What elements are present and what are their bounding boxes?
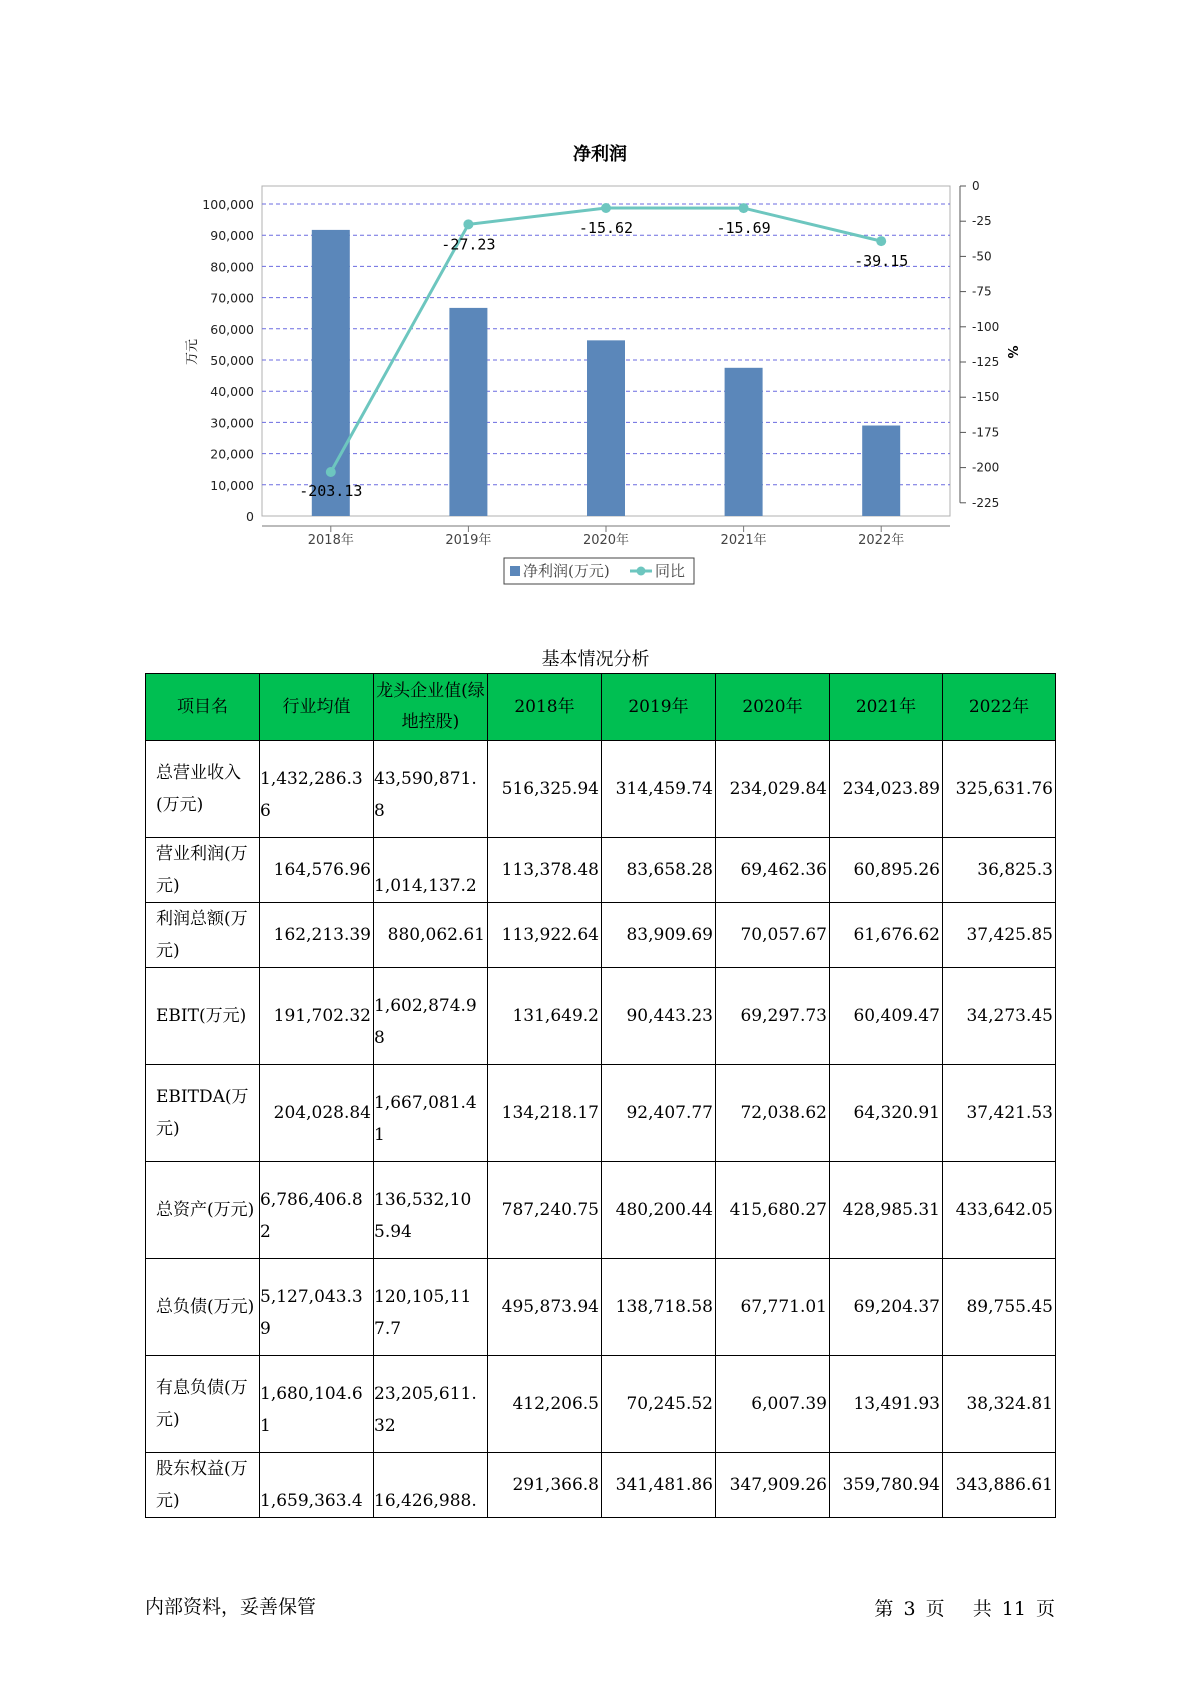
table-cell: 412,206.5: [488, 1356, 602, 1453]
table-cell: 13,491.93: [830, 1356, 943, 1453]
table-cell: 37,425.85: [943, 903, 1056, 968]
table-cell: 516,325.94: [488, 741, 602, 838]
yoy-point: [876, 236, 886, 246]
table-cell: 16,426,988.: [374, 1453, 488, 1518]
table-cell: 67,771.01: [716, 1259, 830, 1356]
table-row: [146, 1162, 1056, 1259]
yoy-point: [326, 467, 336, 477]
left-axis: [202, 197, 254, 524]
table-cell: 347,909.26: [716, 1453, 830, 1518]
table-cell: 5,127,043.39: [260, 1259, 374, 1356]
table-cell: 120,105,117.7: [374, 1259, 488, 1356]
table-cell: 1,667,081.41: [374, 1065, 488, 1162]
x-tick-label: 2019年: [445, 533, 492, 548]
y2-tick-label: -150: [972, 390, 1000, 405]
table-cell: 480,200.44: [602, 1162, 716, 1259]
table-cell: 134,218.17: [488, 1065, 602, 1162]
table-cell: 89,755.45: [943, 1259, 1056, 1356]
table-cell: 359,780.94: [830, 1453, 943, 1518]
table-cell: 1,432,286.36: [260, 741, 374, 838]
table-row: [146, 741, 1056, 838]
yoy-data-label: -27.23: [441, 235, 496, 254]
table-cell: 83,909.69: [602, 903, 716, 968]
table-cell: 314,459.74: [602, 741, 716, 838]
row-label: EBIT(万元): [146, 968, 260, 1065]
row-label: 有息负债(万元): [146, 1356, 260, 1453]
y2-tick-label: -75: [972, 284, 992, 299]
table-cell: 1,602,874.98: [374, 968, 488, 1065]
page-unit: 页: [925, 1598, 945, 1620]
table-row: [146, 1453, 1056, 1518]
table-cell: 72,038.62: [716, 1065, 830, 1162]
table-cell: 1,014,137.2: [374, 838, 488, 903]
table-cell: 60,409.47: [830, 968, 943, 1065]
table-cell: 34,273.45: [943, 968, 1056, 1065]
footer-confidential-note: 内部资料，妥善保管: [145, 1596, 317, 1618]
table-row: [146, 968, 1056, 1065]
page-total: 11: [1001, 1598, 1026, 1620]
right-axis: [960, 179, 999, 510]
header-year-2021: 2021年: [830, 674, 943, 741]
yoy-data-label: -203.13: [299, 482, 363, 501]
row-label: 股东权益(万元): [146, 1453, 260, 1518]
table-cell: 113,922.64: [488, 903, 602, 968]
y2-tick-label: -25: [972, 214, 992, 229]
y-axis-label: 万元: [185, 338, 200, 366]
table-row: [146, 1065, 1056, 1162]
table-cell: 43,590,871.8: [374, 741, 488, 838]
x-axis: [262, 526, 950, 548]
yoy-point: [463, 219, 473, 229]
header-industry-avg: 行业均值: [260, 674, 374, 741]
legend-line-label: 同比: [655, 562, 686, 580]
y-tick-label: 80,000: [210, 259, 254, 275]
total-unit: 页: [1035, 1598, 1055, 1620]
legend-bar-label: 净利润(万元): [523, 562, 610, 580]
table-cell: 234,023.89: [830, 741, 943, 838]
table-cell: 1,680,104.61: [260, 1356, 374, 1453]
chart-legend: [504, 558, 694, 584]
total-prefix: 共: [972, 1598, 992, 1620]
y-tick-label: 70,000: [210, 290, 254, 306]
table-cell: 69,204.37: [830, 1259, 943, 1356]
table-cell: 191,702.32: [260, 968, 374, 1065]
net-profit-chart: [0, 0, 1191, 600]
row-label: 总营业收入(万元): [146, 741, 260, 838]
legend-bar-swatch: [510, 566, 520, 576]
y2-tick-label: -200: [972, 460, 1000, 475]
table-row: [146, 838, 1056, 903]
y-tick-label: 10,000: [210, 477, 254, 493]
table-cell: 69,462.36: [716, 838, 830, 903]
table-cell: 6,786,406.82: [260, 1162, 374, 1259]
y2-tick-label: 0: [972, 179, 980, 193]
table-cell: 138,718.58: [602, 1259, 716, 1356]
table-cell: 70,245.52: [602, 1356, 716, 1453]
table-cell: 428,985.31: [830, 1162, 943, 1259]
table-cell: 433,642.05: [943, 1162, 1056, 1259]
legend-line-marker: [637, 567, 646, 576]
table-cell: 787,240.75: [488, 1162, 602, 1259]
table-cell: 1,659,363.4: [260, 1453, 374, 1518]
yoy-point: [739, 203, 749, 213]
table-cell: 162,213.39: [260, 903, 374, 968]
table-cell: 64,320.91: [830, 1065, 943, 1162]
table-cell: 131,649.2: [488, 968, 602, 1065]
bar-series: [312, 230, 900, 516]
y-tick-label: 0: [246, 509, 254, 524]
y-tick-label: 50,000: [210, 353, 254, 368]
header-year-2018: 2018年: [488, 674, 602, 741]
header-year-2019: 2019年: [602, 674, 716, 741]
yoy-point: [601, 203, 611, 213]
header-year-2022: 2022年: [943, 674, 1056, 741]
header-item-name: 项目名: [146, 674, 260, 741]
yoy-data-label: -39.15: [854, 252, 909, 271]
table-cell: 23,205,611.32: [374, 1356, 488, 1453]
header-leader-value: 龙头企业值(绿地控股): [374, 674, 488, 741]
table-cell: 38,324.81: [943, 1356, 1056, 1453]
bar: [449, 308, 487, 516]
chart-title: 净利润: [573, 144, 627, 165]
y2-tick-label: -100: [972, 319, 1000, 334]
table-cell: 70,057.67: [716, 903, 830, 968]
row-label: 利润总额(万元): [146, 903, 260, 968]
table-header-row: [146, 674, 1056, 741]
table-cell: 415,680.27: [716, 1162, 830, 1259]
table-cell: 341,481.86: [602, 1453, 716, 1518]
y2-tick-label: -50: [972, 249, 992, 264]
table-cell: 83,658.28: [602, 838, 716, 903]
y2-tick-label: -225: [972, 495, 1000, 510]
table-cell: 495,873.94: [488, 1259, 602, 1356]
table-cell: 164,576.96: [260, 838, 374, 903]
bar: [862, 426, 900, 516]
page-current: 3: [903, 1598, 916, 1620]
table-cell: 343,886.61: [943, 1453, 1056, 1518]
page-prefix: 第: [874, 1598, 894, 1620]
y2-axis-label: %: [1004, 345, 1019, 359]
yoy-data-label: -15.62: [578, 218, 634, 237]
y-tick-label: 100,000: [202, 197, 254, 212]
table-cell: 204,028.84: [260, 1065, 374, 1162]
y2-tick-label: -175: [972, 425, 1000, 440]
header-year-2020: 2020年: [716, 674, 830, 741]
y-tick-label: 20,000: [210, 446, 254, 462]
table-cell: 69,297.73: [716, 968, 830, 1065]
table-cell: 136,532,105.94: [374, 1162, 488, 1259]
table-row: [146, 903, 1056, 968]
y-tick-label: 40,000: [210, 384, 254, 400]
table-caption: 基本情况分析: [541, 649, 650, 670]
x-tick-label: 2020年: [582, 533, 630, 548]
table-cell: 880,062.61: [374, 903, 488, 968]
table-cell: 234,029.84: [716, 741, 830, 838]
table-cell: 6,007.39: [716, 1356, 830, 1453]
basic-analysis-table: [145, 673, 1056, 1518]
row-label: 营业利润(万元): [146, 838, 260, 903]
y-tick-label: 60,000: [210, 321, 254, 337]
table-cell: 325,631.76: [943, 741, 1056, 838]
table-row: [146, 1259, 1056, 1356]
y2-tick-label: -125: [972, 355, 1000, 369]
table-cell: 90,443.23: [602, 968, 716, 1065]
table-cell: 61,676.62: [830, 903, 943, 968]
table-cell: 291,366.8: [488, 1453, 602, 1518]
x-tick-label: 2022年: [858, 533, 905, 548]
bar: [587, 340, 625, 516]
table-cell: 36,825.3: [943, 838, 1056, 903]
table-cell: 37,421.53: [943, 1065, 1056, 1162]
y-tick-label: 30,000: [210, 415, 254, 431]
row-label: EBITDA(万元): [146, 1065, 260, 1162]
x-tick-label: 2018年: [307, 533, 354, 548]
table-row: [146, 1356, 1056, 1453]
yoy-data-label: -15.69: [716, 219, 771, 238]
table-cell: 60,895.26: [830, 838, 943, 903]
table-cell: 92,407.77: [602, 1065, 716, 1162]
table-cell: 113,378.48: [488, 838, 602, 903]
y-tick-label: 90,000: [210, 228, 254, 244]
x-tick-label: 2021年: [720, 533, 767, 548]
row-label: 总负债(万元): [146, 1259, 260, 1356]
footer-page-number: [870, 1594, 1055, 1621]
row-label: 总资产(万元): [146, 1162, 260, 1259]
bar: [725, 368, 763, 516]
